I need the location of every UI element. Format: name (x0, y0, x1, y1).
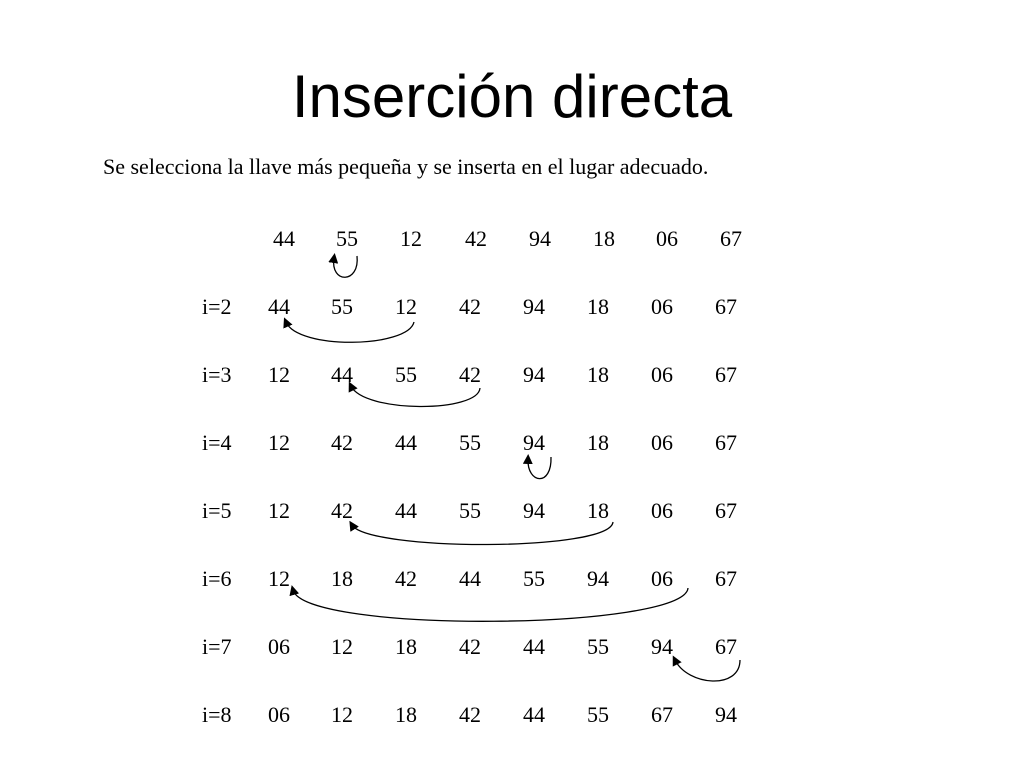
step-value: 18 (587, 294, 609, 319)
initial-value: 44 (273, 226, 295, 251)
initial-value: 94 (529, 226, 551, 251)
step-value: 06 (651, 430, 673, 455)
step-value: 44 (268, 294, 290, 319)
step-value: 18 (587, 362, 609, 387)
step-value: 44 (331, 362, 353, 387)
arrow-curve (528, 457, 551, 479)
step-value: 67 (715, 430, 737, 455)
step-value: 12 (268, 362, 290, 387)
slide-subtitle: Se selecciona la llave más pequeña y se inserta en el lugar adecuado. (103, 154, 709, 179)
step-value: 06 (268, 634, 290, 659)
slide-title: Inserción directa (291, 63, 733, 130)
step-value: 94 (523, 430, 545, 455)
step-value: 12 (268, 430, 290, 455)
step-value: 94 (587, 566, 609, 591)
step-value: 06 (268, 702, 290, 727)
step-value: 44 (523, 634, 545, 659)
step-value: 55 (395, 362, 417, 387)
step-value: 55 (587, 702, 609, 727)
step-value: 12 (268, 498, 290, 523)
step-value: 06 (651, 498, 673, 523)
step-value: 18 (395, 702, 417, 727)
initial-row (0, 224, 1024, 254)
step-value: 94 (523, 362, 545, 387)
step-value: 42 (459, 362, 481, 387)
step-value: 67 (715, 566, 737, 591)
step-value: 94 (523, 294, 545, 319)
arrow-curve (286, 322, 414, 342)
step-value: 67 (715, 294, 737, 319)
step-label: i=7 (202, 634, 232, 659)
initial-value: 67 (720, 226, 742, 251)
step-value: 55 (587, 634, 609, 659)
step-value: 55 (523, 566, 545, 591)
step-value: 42 (459, 294, 481, 319)
step-value: 42 (331, 430, 353, 455)
initial-value: 06 (656, 226, 678, 251)
step-row (0, 700, 1024, 730)
step-value: 18 (395, 634, 417, 659)
step-value: 67 (715, 634, 737, 659)
step-value: 42 (459, 702, 481, 727)
step-row (0, 496, 1024, 526)
step-row (0, 292, 1024, 322)
step-value: 42 (395, 566, 417, 591)
step-value: 18 (587, 498, 609, 523)
step-value: 06 (651, 566, 673, 591)
step-value: 67 (651, 702, 673, 727)
step-value: 12 (395, 294, 417, 319)
step-value: 12 (331, 634, 353, 659)
initial-value: 12 (400, 226, 422, 251)
step-value: 18 (331, 566, 353, 591)
step-value: 55 (459, 498, 481, 523)
step-label: i=3 (202, 362, 232, 387)
step-value: 06 (651, 362, 673, 387)
step-value: 12 (331, 702, 353, 727)
step-value: 94 (651, 634, 673, 659)
step-value: 94 (715, 702, 737, 727)
step-row (0, 428, 1024, 458)
initial-value: 18 (593, 226, 615, 251)
arrow-curve (334, 256, 358, 277)
step-value: 12 (268, 566, 290, 591)
arrow-curve (675, 660, 740, 681)
step-value: 44 (395, 498, 417, 523)
step-value: 55 (459, 430, 481, 455)
step-value: 42 (459, 634, 481, 659)
step-label: i=8 (202, 702, 232, 727)
initial-value: 55 (336, 226, 358, 251)
step-row (0, 360, 1024, 390)
step-value: 42 (331, 498, 353, 523)
step-label: i=5 (202, 498, 232, 523)
initial-value: 42 (465, 226, 487, 251)
step-label: i=2 (202, 294, 232, 319)
step-row (0, 564, 1024, 594)
step-row (0, 632, 1024, 662)
step-value: 44 (523, 702, 545, 727)
step-value: 67 (715, 498, 737, 523)
step-value: 06 (651, 294, 673, 319)
step-value: 94 (523, 498, 545, 523)
step-value: 55 (331, 294, 353, 319)
step-value: 44 (395, 430, 417, 455)
step-value: 18 (587, 430, 609, 455)
step-value: 44 (459, 566, 481, 591)
step-label: i=6 (202, 566, 232, 591)
step-label: i=4 (202, 430, 232, 455)
step-value: 67 (715, 362, 737, 387)
